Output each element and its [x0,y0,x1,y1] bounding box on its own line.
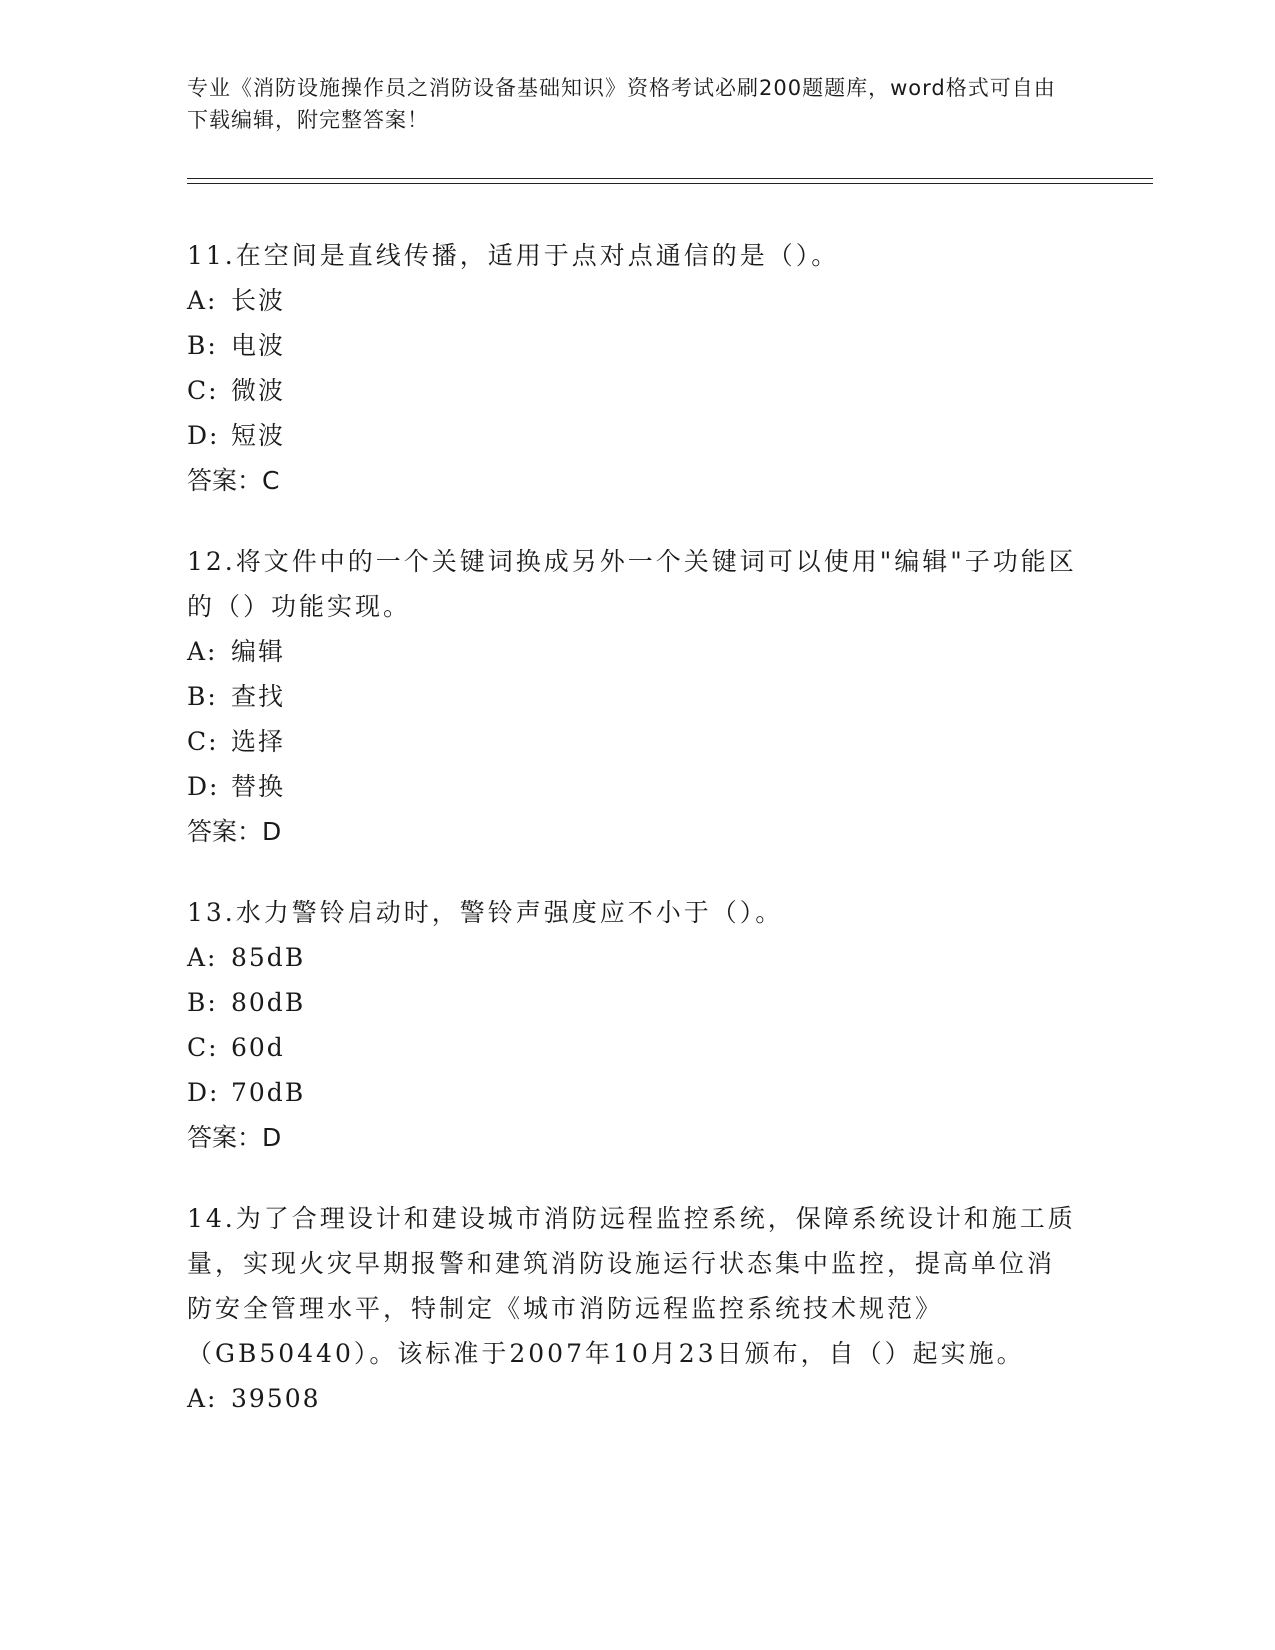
question-12 [187,539,1077,854]
option-b [187,980,1077,1025]
option-text: 85dB [231,943,306,972]
option-letter: B: [187,682,218,711]
question-13 [187,890,1077,1160]
option-a [187,278,1077,323]
option-letter: A: [187,1384,218,1413]
option-text: 短波 [231,421,286,450]
answer-line: 答案：C [187,466,280,495]
question-list [187,233,1077,1457]
option-letter: A: [187,943,218,972]
option-text: 长波 [231,286,286,315]
question-text: 12.将文件中的一个关键词换成另外一个关键词可以使用"编辑"子功能区的（）功能实现。 [187,547,1077,621]
option-text: 39508 [231,1384,321,1413]
option-text: 选择 [231,727,286,756]
option-text: 查找 [231,682,286,711]
question-text: 14.为了合理设计和建设城市消防远程监控系统，保障系统设计和施工质量，实现火灾早期报警和建筑消防设施运行状态集中监控，提高单位消防安全管理水平，特制定《城市消防远程监控系统技术规范》（GB50440）。该标准于2007年10月23日颁布，自（）起实施。 [187,1204,1076,1368]
option-b [187,323,1077,368]
option-letter: D: [187,772,220,801]
header-divider-bottom [187,183,1153,184]
option-letter: A: [187,637,218,666]
option-b [187,674,1077,719]
option-letter: C: [187,1033,219,1062]
option-c [187,368,1077,413]
option-letter: B: [187,331,218,360]
header-divider-top [187,178,1153,179]
answer-line: 答案：D [187,817,282,846]
option-text: 编辑 [231,637,286,666]
question-text: 11.在空间是直线传播，适用于点对点通信的是（）。 [187,241,840,270]
option-a [187,629,1077,674]
option-c [187,719,1077,764]
option-d [187,413,1077,458]
option-a [187,935,1077,980]
option-text: 80dB [231,988,306,1017]
option-text: 70dB [231,1078,306,1107]
option-letter: C: [187,727,219,756]
document-header: 专业《消防设施操作员之消防设备基础知识》资格考试必刷200题题库，word格式可自由下载编辑，附完整答案！ [187,76,1056,132]
question-14 [187,1196,1077,1421]
answer-line: 答案：D [187,1123,282,1152]
option-c [187,1025,1077,1070]
option-text: 60d [231,1033,285,1062]
option-text: 替换 [231,772,286,801]
option-a [187,1376,1077,1421]
option-d [187,1070,1077,1115]
option-letter: D: [187,421,220,450]
option-letter: A: [187,286,218,315]
question-11 [187,233,1077,503]
option-letter: B: [187,988,218,1017]
option-letter: D: [187,1078,220,1107]
option-text: 电波 [231,331,286,360]
option-text: 微波 [231,376,286,405]
option-letter: C: [187,376,219,405]
question-text: 13.水力警铃启动时，警铃声强度应不小于（）。 [187,898,784,927]
option-d [187,764,1077,809]
